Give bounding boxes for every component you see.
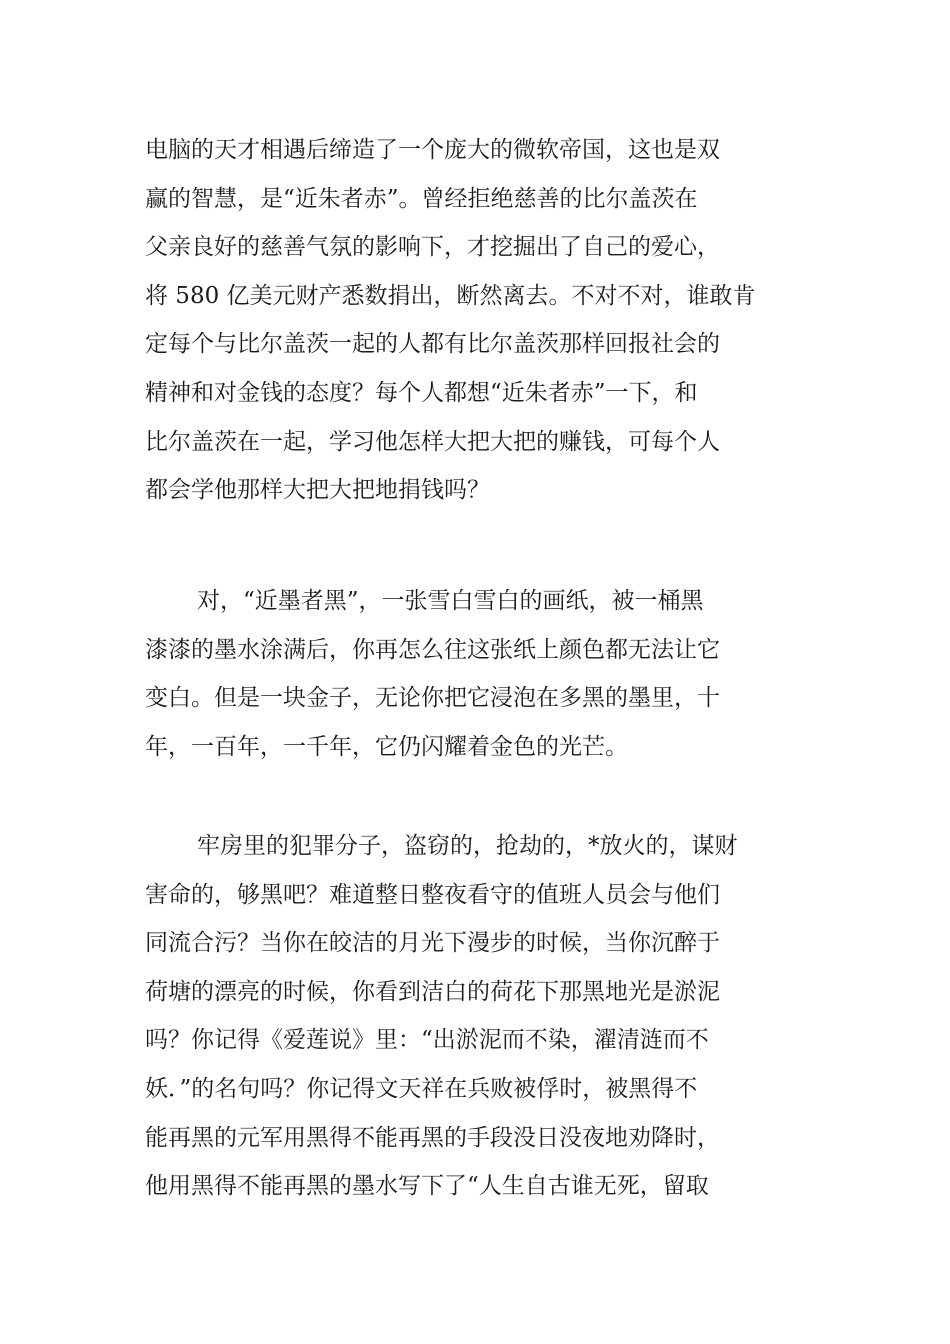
text-line: 同流合污？当你在皎洁的月光下漫步的时候，当你沉醉于 xyxy=(145,930,720,957)
text-line: 父亲良好的慈善气氛的影响下，才挖掘出了自己的爱心， xyxy=(145,234,720,261)
text-line: 将 580 亿美元财产悉数捐出，断然离去。不对不对，谁敢肯 xyxy=(145,282,756,309)
text-line: 年，一百年，一千年，它仍闪耀着金色的光芒。 xyxy=(145,733,628,760)
paragraph-2 xyxy=(145,577,815,771)
text-line: 变白。但是一块金子，无论你把它浸泡在多黑的墨里，十 xyxy=(145,685,720,712)
text-line: 都会学他那样大把大把地捐钱吗？ xyxy=(145,477,490,504)
paragraph-3 xyxy=(145,822,815,1211)
paragraph-1 xyxy=(145,126,815,515)
text-line: 比尔盖茨在一起，学习他怎样大把大把的赚钱，可每个人 xyxy=(145,428,720,455)
text-line: 吗？你记得《爱莲说》里：“出淤泥而不染，濯清涟而不 xyxy=(145,1027,709,1054)
text-line: 赢的智慧，是“近朱者赤”。曾经拒绝慈善的比尔盖茨在 xyxy=(145,185,698,212)
text-line: 荷塘的漂亮的时候，你看到洁白的荷花下那黑地光是淤泥 xyxy=(145,978,720,1005)
text-line: 能再黑的元军用黑得不能再黑的手段没日没夜地劝降时， xyxy=(145,1124,720,1151)
text-line: 害命的，够黑吧？难道整日整夜看守的值班人员会与他们 xyxy=(145,881,720,908)
text-line: 漆漆的墨水涂满后，你再怎么往这张纸上颜色都无法让它 xyxy=(145,636,720,663)
text-line: 妖．”的名句吗？你记得文天祥在兵败被俘时，被黑得不 xyxy=(145,1075,698,1102)
text-line: 电脑的天才相遇后缔造了一个庞大的微软帝国，这也是双 xyxy=(145,137,720,163)
text-line-indented: 牢房里的犯罪分子，盗窃的，抢劫的，*放火的，谋财 xyxy=(197,833,738,859)
text-line: 定每个与比尔盖茨一起的人都有比尔盖茨那样回报社会的 xyxy=(145,331,720,358)
text-line: 他用黑得不能再黑的墨水写下了“人生自古谁无死，留取 xyxy=(145,1173,709,1200)
text-line-indented: 对，“近墨者黑”，一张雪白雪白的画纸，被一桶黑 xyxy=(197,588,704,614)
text-line: 精神和对金钱的态度？每个人都想“近朱者赤”一下，和 xyxy=(145,379,698,406)
